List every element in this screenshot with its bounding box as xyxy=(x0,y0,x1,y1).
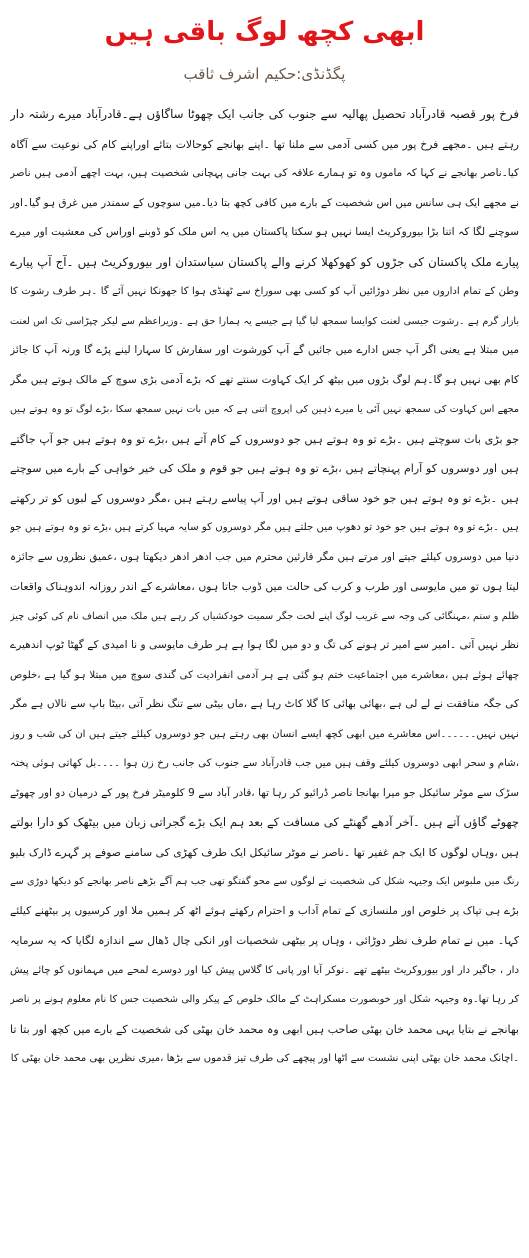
article-line: نظر نہیں آتی ۔امیر سے امیر تر ہونے کی تگ و دو میں لگا ہوا ہے ہر طرف مایوسی و نا امیدی کے گھٹا ٹوپ اندھیرے xyxy=(10,639,519,651)
article-line: دنیا میں دوسروں کیلئے جیتے اور مرتے ہیں مگر قارئین محترم میں جب ادھر ادھر دیکھتا ہوں ،عمیق نظروں سے جائزہ xyxy=(10,550,519,563)
article-line: رہتے ہیں ۔مجھے فرخ پور میں کسی آدمی سے ملنا تھا ۔اپنے بھانجے کوحالات بتائے اوراپنے کام کی نوعیت سے آگاہ xyxy=(10,137,519,151)
article-line: ہیں ۔بڑے تو وہ ہوتے ہیں جو خود تو دھوپ میں جلتے ہیں مگر دوسروں کو سایہ مہیا کرتے ہیں ،بڑے تو وہ ہوتے ہیں جو xyxy=(10,522,519,533)
article-line: بڑے ہی تپاک پر خلوص اور ملنسازی کے تمام آداب و احترام رکھتے ہوئے اٹھ کر ہمیں ملا اور کرسیوں پر بیٹھنے کیلئے xyxy=(10,904,519,917)
article-line: کیا۔ناصر بھانجے نے کہا کہ ماموں وہ تو ہمارے علاقہ کی بہت جانی پہچانی شخصیت ہیں، بہت اچھے آدمی ہیں ناصر xyxy=(10,167,519,179)
article-line: لیتا ہوں تو میں مایوسی اور طرب و کرب کی حالت میں ڈوب جاتا ہوں ،معاشرے کے اندر روزانہ اندوہناک واقعات xyxy=(10,580,519,593)
article-line: نہیں نہیں۔۔۔۔۔۔اس معاشرے میں ابھی کچھ ایسے انسان بھی رہتے ہیں جو دوسروں کیلئے جیتے ہیں ان کی شب و روز xyxy=(10,728,519,740)
article-line: ۔اچانک محمد خان بھٹی اپنی نشست سے اٹھا اور پیچھے کی طرف تیز قدموں سے بڑھا ،میری نظریں بھی محمد خان بھٹی کا xyxy=(10,1053,519,1064)
article-line: بازار گرم ہے ۔رشوت جیسی لعنت کوایسا سمجھ لیا گیا ہے جیسے یہ ہمارا حق ہے ۔وزیراعظم سے لیکر چپڑاسی تک اس لعنت xyxy=(10,315,519,327)
article-line: بھانجے نے بتایا یہی محمد خان بھٹی صاحب ہیں ابھی وہ محمد خان بھٹی کی شخصیت کے بارے میں کچھ اور بتا تا xyxy=(10,1022,519,1036)
article-line: چھائے ہوئے ہیں ،معاشرے میں اجتماعیت ختم ہو گئی ہے ہر آدمی انفرادیت کی گندی سوچ میں مبتلا ہو گیا ہے ،خلوص xyxy=(10,669,519,681)
article-line: دار ، جاگیر دار اور بیوروکریٹ بیٹھے تھے ۔نوکر آیا اور پانی کا گلاس پیش کیا اور دوسرے لمحے میں مہمانوں کو چائے پیش xyxy=(10,964,519,976)
article-line: میں مبتلا ہے یعنی اگر آپ جس ادارے میں جائیں گے آپ کورشوت اور سفارش کا سہارا لینے پڑے گا ورنہ آپ کا جائز xyxy=(10,344,519,356)
article-line: سڑک سے موٹر سائیکل جو میرا بھانجا ناصر ڈرائیو کر رہا تھا ،قادر آباد سے 9 کلومیٹر فرخ پور کے درمیان دو اور چھوٹے xyxy=(10,786,519,799)
article-line: ،شام و سحر ابھی دوسروں کیلئے وقف ہیں میں جب قادرآباد سے جنوب کی جانب رخ زن ہوا ۔۔۔۔بل کھاتی ہوئی پختہ xyxy=(10,758,519,769)
article-line: مجھے اس کہاوت کی سمجھ نہیں آئی یا میرے ذہین کی اپروچ اتنی ہے کہ میں بات نہیں سمجھ سکا ،بڑے لوگ تو وہ ہوتے ہیں xyxy=(10,404,519,415)
article-line: سوچنے لگا کہ اتنا بڑا بیوروکریٹ ایسا نہیں ہو سکتا پاکستان میں یہ اس ملک کو ڈوبنے اوراس کی معشیت اور میرے xyxy=(10,226,519,238)
article-line: رنگ میں ملبوس ایک وجیہہ شکل کی شخصیت نے لوگوں سے محو گفتگو تھی جب ہم آگے بڑھے ناصر بھانجے کو دیکھا دوڑی سے xyxy=(10,876,519,887)
article-line: جو بڑی بات سوچتے ہیں ۔بڑے تو وہ ہوتے ہیں جو دوسروں کے کام آتے ہیں ،بڑے تو وہ ہوتے ہیں جو آپ جاگتے xyxy=(10,432,519,446)
article-line: نے مجھے ایک ہی سانس میں اس شخصیت کے بارے میں کافی کچھ بتا دیا۔میں سوچوں کے سمندر میں غرق ہو گیا۔اور xyxy=(10,196,519,209)
article-line: کام بھی نہیں ہو گا۔ہم لوگ بڑوں میں بیٹھ کر ایک کہاوت سنتے تھے کہ بڑے آدمی بڑی سوچ کے مالک ہوتے ہیں مگر xyxy=(10,373,519,386)
article-line: کی جگہ منافقت نے لے لی ہے ،بھائی بھائی کا گلا کاٹ رہا ہے ،ماں بیٹی سے تنگ نظر آتی ،بیٹا باپ سے نالاں ہے مگر xyxy=(10,698,519,710)
article-line: فرخ پور قصبہ قادرآباد تحصیل پھالیہ سے جنوب کی جانب ایک چھوٹا ساگاؤں ہے۔قادرآباد میرے رشتہ دار xyxy=(10,107,519,121)
article-body xyxy=(10,100,519,1074)
article-line: کہا۔ میں نے تمام طرف نظر دوڑائی ، وہاں پر بیٹھی شخصیات اور انکی چال ڈھال سے اندازہ لگایا کہ یہ سرمایہ xyxy=(10,934,519,947)
article-byline: پگڈنڈی:حکیم اشرف ثاقب xyxy=(183,65,346,83)
article-line: چھوٹے گاؤں آتے ہیں ۔آخر آدھے گھنٹے کی مسافت کے بعد ہم ایک بڑے گجراتی زبان میں بیٹھک کو دارا بولتے xyxy=(10,815,519,829)
article-line: وطن کے تمام اداروں میں نظر دوڑائیں آپ کو کسی بھی سوراخ سے ٹھنڈی ہوا کا جھونکا نہیں آئے گا ۔ہر طرف رشوت کا xyxy=(10,286,519,297)
article-line: ظلم و ستم ،مہنگائی کی وجہ سے غریب لوگ اپنے لخت جگر سمیت خودکشیاں کر رہے ہیں ملک میں انصاف نام کی کوئی چیز xyxy=(10,610,519,622)
article-line: ہیں ،وہاں لوگوں کا ایک جم غفیر تھا ۔ناصر نے موٹر سائیکل ایک طرف کھڑی کی سامنے صوفے پر گہرے ڈارک بلیو xyxy=(10,845,519,859)
article-line: کر رہا تھا۔وہ وجیہہ شکل اور خوبصورت مسکراہٹ کے مالک خلوص کے پیکر والی شخصیت جس کا نام معلوم ہونے پر ناصر xyxy=(10,994,519,1005)
article-line: ہیں ۔بڑے تو وہ ہوتے ہیں جو خود ساقی ہوتے ہیں اور آپ پیاسے رہتے ہیں ،مگر دوسروں کے لبوں کو تر رکھتے xyxy=(10,491,519,505)
article-title: ابھی کچھ لوگ باقی ہیں xyxy=(104,17,425,47)
article-line: پیارے ملک پاکستان کی جڑوں کو کھوکھلا کرنے والے پاکستان سیاستدان اور بیوروکریٹ ہیں ۔آج آپ پیارے xyxy=(10,254,519,269)
article-line: ہیں اور دوسروں کو آرام پہنچاتے ہیں ،بڑے تو وہ ہوتے ہیں جو قوم و ملک کی خیر خواہی کے بارے میں سوچتے xyxy=(10,462,519,475)
